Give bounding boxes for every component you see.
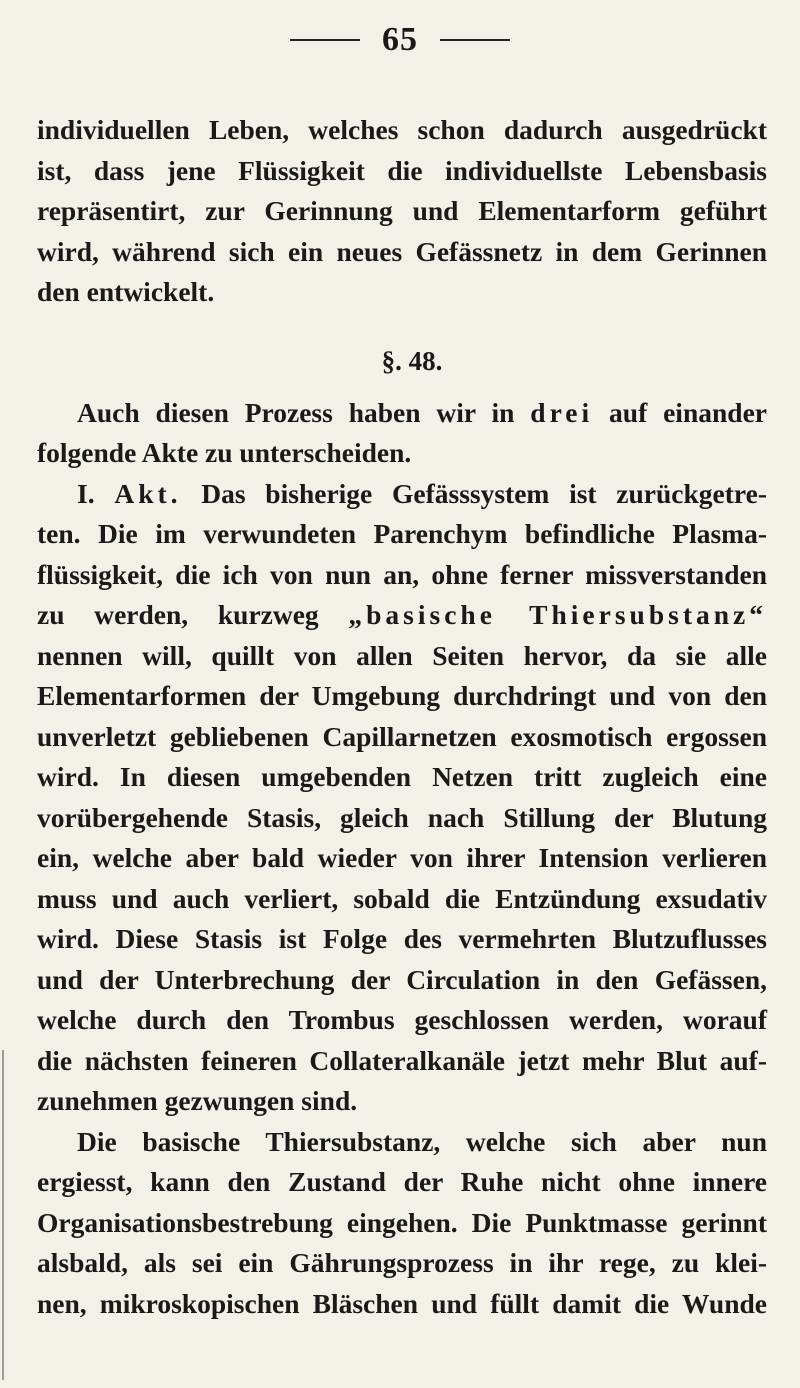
text-line: die nächsten feineren Collateralkanäle jetzt mehr Blut auf- [37,1044,767,1076]
text-line: den entwickelt. [37,276,215,307]
page-number: 65 [382,21,418,58]
text-run: zu werden, kurzweg [37,599,349,630]
text-line: wird. Diese Stasis ist Folge des vermehrten Blutzuflusses [37,923,767,954]
text-line: unverletzt gebliebenen Capillarnetzen exosmotisch ergossen [37,720,767,752]
text-line [37,393,767,434]
text-line: welche durch den Trombus geschlossen werden, worauf [37,1004,767,1035]
text-line: vorübergehende Stasis, gleich nach Stillung der Blutung [37,801,767,833]
text-line: ergiesst, kann den Zustand der Ruhe nicht ohne innere [37,1166,767,1197]
emphasis-spaced: Akt. [114,477,182,509]
header-dash-left [290,39,360,41]
text-run: Auch diesen Prozess haben wir in [77,396,531,428]
text-line: ein, welche aber bald wieder von ihrer Intension verlieren [37,842,767,873]
text-line: ist, dass jene Flüssigkeit die individuellste Lebensbasis [37,154,767,186]
text-line: flüssigkeit, die ich von nun an, ohne ferner missverstanden [37,558,767,590]
text-line: wird, während sich ein neues Gefässnetz in dem Gerinnen [37,235,767,267]
text-line: repräsentirt, zur Gerinnung und Elementarform geführt [37,195,767,226]
emphasis-spaced: drei [530,396,594,428]
text-line: Die basische Thiersubstanz, welche sich aber nun [77,1125,767,1157]
text-line: muss und auch verliert, sobald die Entzündung exsudativ [37,882,767,914]
text-line: nen, mikroskopischen Bläschen und füllt damit die Wunde [37,1287,767,1319]
text-line [37,595,767,636]
text-line: zunehmen gezwungen sind. [37,1085,358,1116]
text-line: und der Unterbrechung der Circulation in den Gefässen, [37,963,767,995]
text-line: individuellen Leben, welches schon dadurch ausgedrückt [37,114,767,145]
text-run: auf einander [593,396,767,428]
body-text [37,110,767,1324]
text-run: Das bisherige Gefässsystem ist zurückgetre- [181,477,767,509]
text-run: I. [77,477,115,509]
text-line: nennen will, quillt von allen Seiten hervor, da sie alle [37,639,767,671]
page-edge-shadow [2,1050,4,1380]
header-dash-right [440,39,510,41]
text-line: wird. In diesen umgebenden Netzen tritt zugleich eine [37,761,767,792]
text-line [37,474,767,515]
text-line: Organisationsbestrebung eingehen. Die Punktmasse gerinnt [37,1206,767,1238]
page-header [0,20,800,60]
text-line: folgende Akte zu unterscheiden. [37,437,412,468]
text-line: Elementarformen der Umgebung durchdringt und von den [37,680,767,711]
text-line: alsbald, als sei ein Gährungsprozess in ihr rege, zu klei- [37,1247,767,1278]
section-heading: §. 48. [381,345,443,376]
text-line: ten. Die im verwundeten Parenchym befindliche Plasma- [37,518,767,549]
emphasis-spaced: „basische Thiersubstanz“ [348,599,767,630]
